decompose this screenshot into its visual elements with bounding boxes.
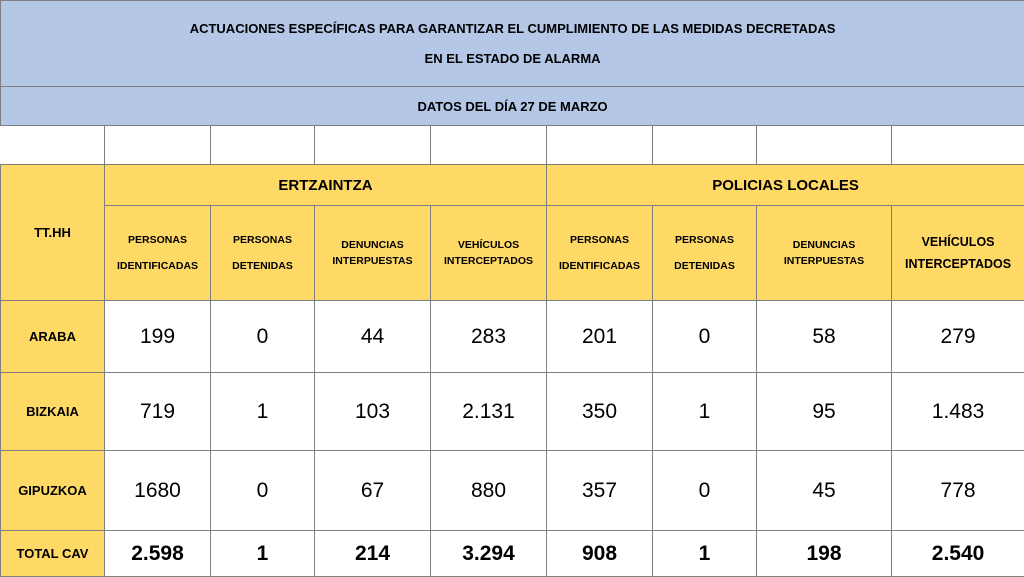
column-header-line: PERSONAS bbox=[211, 227, 314, 253]
column-header-row bbox=[1, 206, 1024, 301]
data-cell: 0 bbox=[211, 301, 315, 373]
data-cell: 357 bbox=[547, 451, 653, 531]
column-header-line: VEHÍCULOS bbox=[892, 231, 1024, 253]
column-header-line: DENUNCIAS bbox=[315, 237, 430, 253]
data-cell: 44 bbox=[315, 301, 431, 373]
column-header-line: DETENIDAS bbox=[653, 253, 756, 279]
column-header-line: INTERCEPTADOS bbox=[892, 253, 1024, 275]
column-header-line: PERSONAS bbox=[547, 227, 652, 253]
blank-cell bbox=[653, 126, 757, 165]
blank-cell bbox=[431, 126, 547, 165]
blank-cell bbox=[211, 126, 315, 165]
data-cell: 95 bbox=[757, 373, 892, 451]
data-cell: 778 bbox=[892, 451, 1024, 531]
data-cell: 2.131 bbox=[431, 373, 547, 451]
column-header bbox=[105, 206, 211, 301]
total-cell: 1 bbox=[653, 531, 757, 577]
column-header-line: PERSONAS bbox=[653, 227, 756, 253]
data-cell: 0 bbox=[653, 451, 757, 531]
data-cell: 350 bbox=[547, 373, 653, 451]
total-cell: 214 bbox=[315, 531, 431, 577]
data-cell: 1 bbox=[211, 373, 315, 451]
total-label: TOTAL CAV bbox=[1, 531, 105, 577]
data-cell: 103 bbox=[315, 373, 431, 451]
total-cell: 2.540 bbox=[892, 531, 1024, 577]
table-row bbox=[1, 301, 1024, 373]
row-label: GIPUZKOA bbox=[1, 451, 105, 531]
column-header bbox=[315, 206, 431, 301]
table-title-line-2: EN EL ESTADO DE ALARMA bbox=[1, 44, 1024, 74]
data-cell: 719 bbox=[105, 373, 211, 451]
column-header-line: IDENTIFICADAS bbox=[105, 253, 210, 279]
group-policias-locales: POLICIAS LOCALES bbox=[547, 165, 1024, 206]
column-header bbox=[653, 206, 757, 301]
data-cell: 880 bbox=[431, 451, 547, 531]
row-label: ARABA bbox=[1, 301, 105, 373]
blank-cell bbox=[547, 126, 653, 165]
data-cell: 1 bbox=[653, 373, 757, 451]
total-cell: 2.598 bbox=[105, 531, 211, 577]
row-header-label: TT.HH bbox=[1, 165, 105, 301]
table-title bbox=[1, 1, 1024, 87]
blank-cell bbox=[892, 126, 1024, 165]
data-cell: 1.483 bbox=[892, 373, 1024, 451]
blank-row bbox=[1, 126, 1024, 165]
table-title-line-1: ACTUACIONES ESPECÍFICAS PARA GARANTIZAR EL CUMPLIMIENTO DE LAS MEDIDAS DECRETADAS bbox=[1, 14, 1024, 44]
row-label: BIZKAIA bbox=[1, 373, 105, 451]
table-row bbox=[1, 373, 1024, 451]
column-header-line: INTERPUESTAS bbox=[757, 253, 891, 269]
data-cell: 199 bbox=[105, 301, 211, 373]
group-ertzaintza: ERTZAINTZA bbox=[105, 165, 547, 206]
blank-cell bbox=[1, 126, 105, 165]
data-cell: 283 bbox=[431, 301, 547, 373]
column-header-line: PERSONAS bbox=[105, 227, 210, 253]
data-cell: 45 bbox=[757, 451, 892, 531]
column-header bbox=[547, 206, 653, 301]
column-header-line: INTERCEPTADOS bbox=[431, 253, 546, 269]
column-header-line: VEHÍCULOS bbox=[431, 237, 546, 253]
data-cell: 0 bbox=[653, 301, 757, 373]
blank-cell bbox=[315, 126, 431, 165]
table-row bbox=[1, 451, 1024, 531]
column-header bbox=[892, 206, 1024, 301]
column-header bbox=[211, 206, 315, 301]
data-cell: 58 bbox=[757, 301, 892, 373]
data-cell: 201 bbox=[547, 301, 653, 373]
total-cell: 1 bbox=[211, 531, 315, 577]
total-row bbox=[1, 531, 1024, 577]
column-header bbox=[757, 206, 892, 301]
blank-cell bbox=[757, 126, 892, 165]
blank-cell bbox=[105, 126, 211, 165]
total-cell: 198 bbox=[757, 531, 892, 577]
column-header bbox=[431, 206, 547, 301]
data-cell: 1680 bbox=[105, 451, 211, 531]
total-cell: 3.294 bbox=[431, 531, 547, 577]
column-header-line: DETENIDAS bbox=[211, 253, 314, 279]
date-label: DATOS DEL DÍA 27 DE MARZO bbox=[1, 87, 1024, 126]
data-cell: 279 bbox=[892, 301, 1024, 373]
data-cell: 0 bbox=[211, 451, 315, 531]
data-cell: 67 bbox=[315, 451, 431, 531]
column-header-line: INTERPUESTAS bbox=[315, 253, 430, 269]
total-cell: 908 bbox=[547, 531, 653, 577]
column-header-line: IDENTIFICADAS bbox=[547, 253, 652, 279]
column-header-line: DENUNCIAS bbox=[757, 237, 891, 253]
